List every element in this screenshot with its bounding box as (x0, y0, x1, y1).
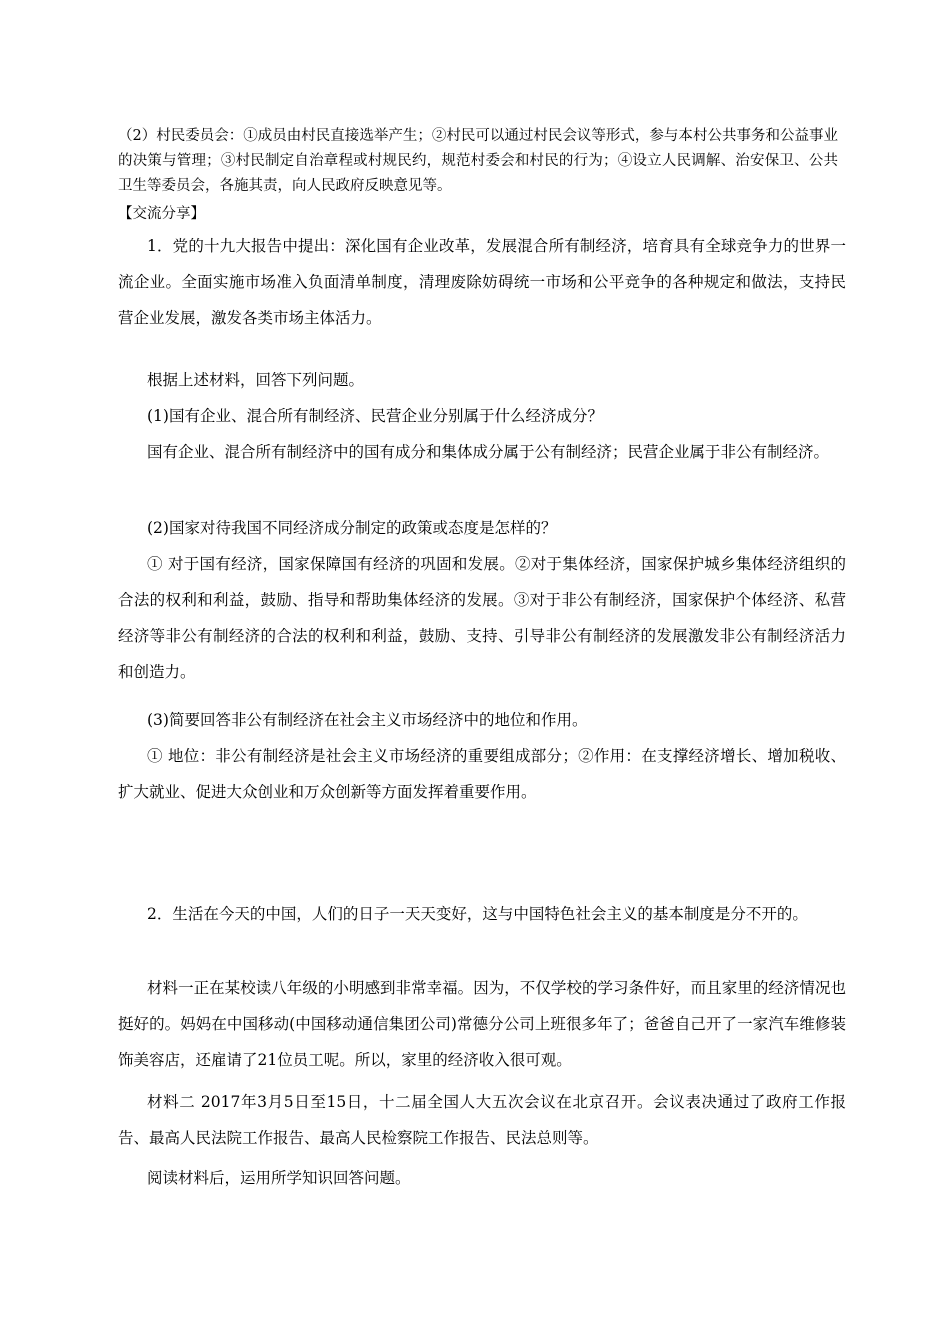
q2-intro: 2．生活在今天的中国，人们的日子一天天变好，这与中国特色社会主义的基本制度是分不开的。 (147, 905, 808, 923)
q1-intro: 1．党的十九大报告中提出：深化国有企业改革，发展混合所有制经济，培育具有全球竞争力的世界一流企业。全面实施市场准入负面清单制度，清理废除妨碍统一市场和公平竞争的各种规定和做法，支持民营企业发展，激发各类市场主体活力。 (118, 237, 846, 327)
q1-sub2-answer: ① 对于国有经济，国家保障国有经济的巩固和发展。②对于集体经济，国家保护城乡集体经济组织的合法的权利和利益，鼓励、指导和帮助集体经济的发展。③对于非公有制经济，国家保护个体经济、私营经济等非公有制经济的合法的权利和利益，鼓励、支持、引导非公有制经济的发展激发非公有制经济活力和创造力。 (118, 555, 846, 681)
q1-sub1-answer: 国有企业、混合所有制经济中的国有成分和集体成分属于公有制经济；民营企业属于非公有制经济。 (147, 443, 830, 461)
q1-sub1-question: (1)国有企业、混合所有制经济、民营企业分别属于什么经济成分？ (147, 407, 603, 425)
share-heading: 【交流分享】 (118, 206, 205, 222)
q1-sub3-answer: ① 地位：非公有制经济是社会主义市场经济的重要组成部分；②作用：在支撑经济增长、增加税收、扩大就业、促进大众创业和万众创新等方面发挥着重要作用。 (118, 747, 846, 801)
village-committee-paragraph: （2）村民委员会：①成员由村民直接选举产生；②村民可以通过村民会议等形式，参与本村公共事务和公益事业的决策与管理；③村民制定自治章程或村规民约，规范村委会和村民的行为；④设立人民调解、治安保卫、公共卫生等委员会，各施其责，向人民政府反映意见等。 (118, 128, 838, 194)
q1-sub3-question: (3)简要回答非公有制经济在社会主义市场经济中的地位和作用。 (147, 711, 588, 729)
q1-sub2-question: (2)国家对待我国不同经济成分制定的政策或态度是怎样的？ (147, 519, 557, 537)
q2-prompt: 阅读材料后，运用所学知识回答问题。 (147, 1169, 411, 1187)
q2-material1: 材料一正在某校读八年级的小明感到非常幸福。因为，不仅学校的学习条件好，而且家里的经济情况也挺好的。妈妈在中国移动(中国移动通信集团公司)常德分公司上班很多年了；爸爸自己开了一家汽车维修装饰美容店，还雇请了21位员工呢。所以，家里的经济收入很可观。 (118, 979, 846, 1069)
q1-prompt: 根据上述材料，回答下列问题。 (147, 371, 365, 389)
q2-material2: 材料二 2017年3月5日至15日，十二届全国人大五次会议在北京召开。会议表决通过了政府工作报告、最高人民法院工作报告、最高人民检察院工作报告、民法总则等。 (118, 1093, 846, 1147)
